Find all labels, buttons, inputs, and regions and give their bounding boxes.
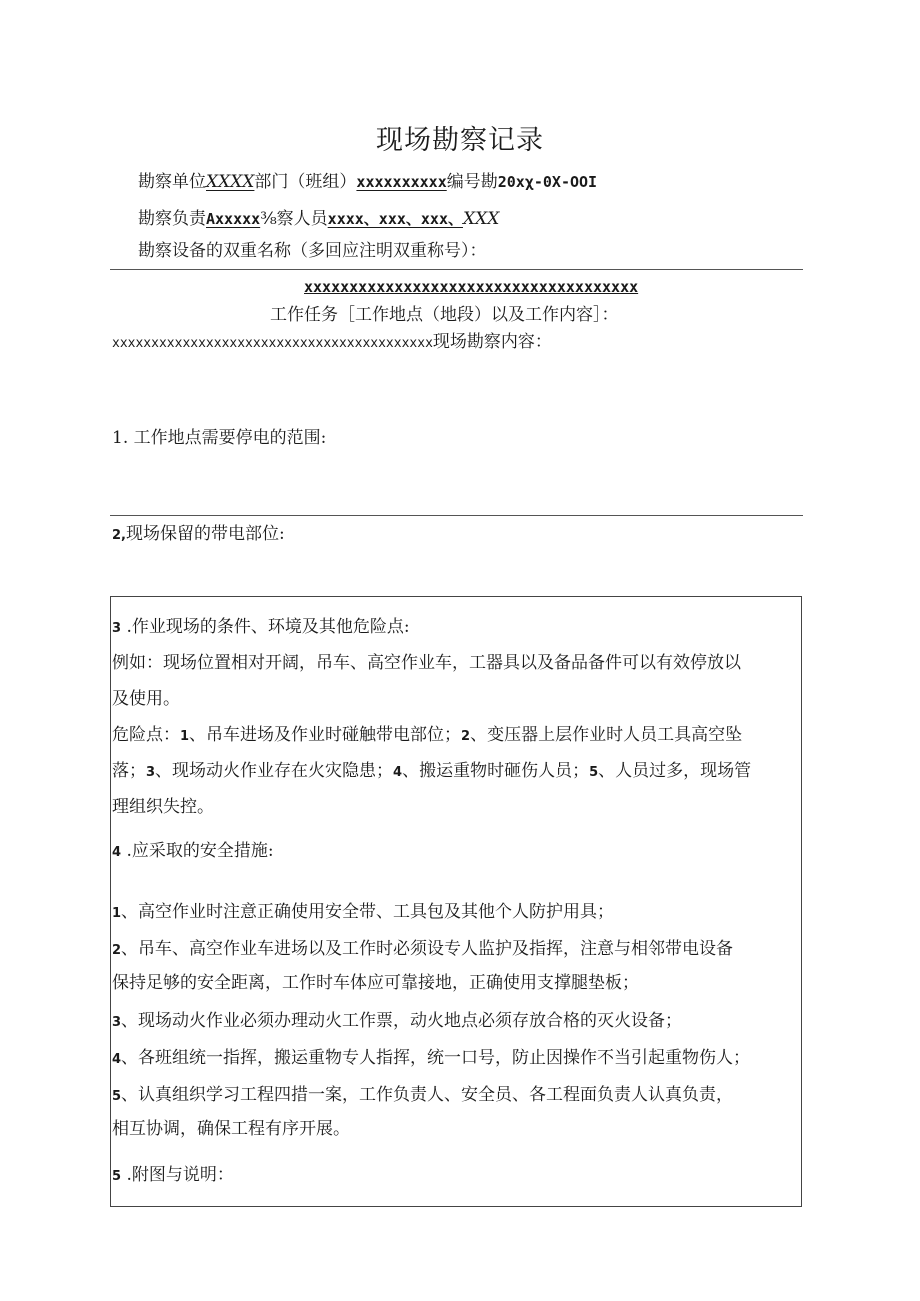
section-2-heading: 2,现场保留的带电部位: xyxy=(112,524,285,544)
section-4-heading: 4 .应采取的安全措施: xyxy=(112,841,274,861)
danger-line-2: 落；3、现场动火作业存在火灾隐患；4、搬运重物时砸伤人员；5、人员过多，现场管 xyxy=(112,761,752,781)
page-title: 现场勘察记录 xyxy=(376,125,544,156)
header-unit-row xyxy=(138,167,597,192)
leader-value: Axxxxx xyxy=(206,210,261,228)
section-2-number: 2, xyxy=(112,528,126,543)
header-leader-row xyxy=(138,204,499,229)
personnel-value-tail: XXX xyxy=(462,209,500,229)
unit-label: 勘察单位 xyxy=(138,172,206,192)
measure-1: 1、高空作业时注意正确使用安全带、工具包及其他个人防护用具； xyxy=(112,902,615,922)
dept-value: xxxxxxxxxx xyxy=(356,173,447,191)
danger-line-1: 危险点：1、吊车进场及作业时碰触带电部位；2、变压器上层作业时人员工具高空坠 xyxy=(112,725,743,745)
personnel-label: ⅜察人员 xyxy=(260,209,328,229)
task-value: xxxxxxxxxxxxxxxxxxxxxxxxxxxxxxxxxxxxxxxxx xyxy=(112,336,433,351)
divider-top xyxy=(110,269,803,270)
measure-2-line-1: 2、吊车、高空作业车进场以及工作时必须设专人监护及指挥，注意与相邻带电设备 xyxy=(112,939,734,959)
number-value: 20xχ-0X-OOI xyxy=(497,173,598,191)
section-5-heading: 5 .附图与说明： xyxy=(112,1165,234,1185)
equipment-label: 勘察设备的双重名称（多回应注明双重称号）： xyxy=(138,241,487,261)
equipment-value: xxxxxxxxxxxxxxxxxxxxxxxxxxxxxxxxxxxxx xyxy=(304,278,639,296)
measure-2-line-2: 保持足够的安全距离，工作时车体应可靠接地，正确使用支撑腿垫板； xyxy=(112,973,639,993)
task-row xyxy=(112,327,552,352)
example-line-2: 及使用。 xyxy=(112,689,180,709)
danger-line-3: 理组织失控。 xyxy=(112,797,214,817)
measure-5-line-1: 5、认真组织学习工程四措一案，工作负责人、安全员、各工程面负责人认真负责， xyxy=(112,1085,734,1105)
measure-3: 3、现场动火作业必须办理动火工作票，动火地点必须存放合格的灭火设备； xyxy=(112,1011,683,1031)
measure-4: 4、各班组统一指挥，搬运重物专人指挥，统一口号，防止因操作不当引起重物伤人； xyxy=(112,1048,751,1068)
personnel-value: xxxx、xxx、xxx、 xyxy=(327,210,463,228)
task-label: 工作任务［工作地点（地段）以及工作内容］： xyxy=(270,305,619,325)
leader-label: 勘察负责 xyxy=(138,209,206,229)
content-label: 现场勘察内容： xyxy=(432,332,552,352)
measure-5-line-2: 相互协调，确保工程有序开展。 xyxy=(112,1119,350,1139)
section-1-heading: 1. 工作地点需要停电的范围: xyxy=(112,428,327,448)
unit-value: XXXX xyxy=(206,172,255,192)
divider-middle xyxy=(110,515,803,516)
section-3-heading: 3 .作业现场的条件、环境及其他危险点: xyxy=(112,617,410,637)
dept-label: 部门（班组） xyxy=(254,172,357,192)
number-label: 编号勘 xyxy=(446,172,498,192)
example-line-1: 例如：现场位置相对开阔，吊车、高空作业车，工器具以及备品备件可以有效停放以 xyxy=(112,653,741,673)
